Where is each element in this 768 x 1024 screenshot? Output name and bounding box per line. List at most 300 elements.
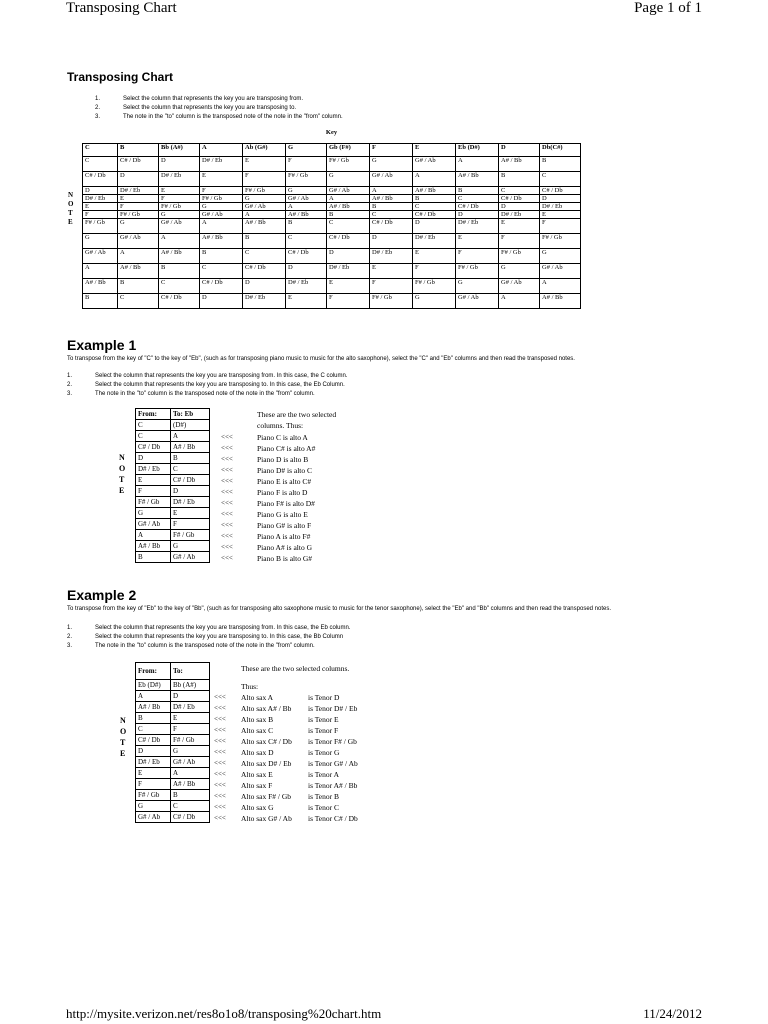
note-cell: C: [200, 264, 243, 279]
key-row: [83, 144, 581, 157]
to-note: E: [171, 508, 210, 519]
note-cell: A# / Bb: [118, 264, 159, 279]
note-cell: G: [540, 249, 581, 264]
note-cell: G# / Ab: [499, 279, 540, 294]
tenor-note: is Tenor D# / Eb: [308, 704, 358, 713]
note-row: [83, 294, 581, 309]
to-note: F# / Gb: [171, 735, 210, 746]
note-cell: D# / Eb: [200, 157, 243, 172]
note-cell: C: [286, 234, 327, 249]
note-cell: C: [456, 195, 499, 203]
example2-side-intro: These are the two selected columns.: [241, 664, 350, 673]
statement: Piano F# is alto D#: [257, 499, 315, 508]
note-cell: A# / Bb: [159, 249, 200, 264]
note-cell: D: [413, 219, 456, 234]
note-cell: E: [499, 219, 540, 234]
step-item: 3. The note in the "to" column is the transposed note of the note in the "from" column.: [95, 114, 343, 120]
page-header: [66, 0, 702, 24]
note-cell: D: [327, 249, 370, 264]
note-cell: G# / Ab: [159, 219, 200, 234]
from-note: D: [136, 453, 171, 464]
key-column-header: E: [413, 144, 456, 157]
arrow-marker: <<<: [214, 770, 226, 778]
statement: Piano G# is alto F: [257, 521, 312, 530]
arrow-marker: <<<: [214, 814, 226, 822]
pair-row: [136, 713, 210, 724]
arrow-marker: <<<: [214, 748, 226, 756]
example2-arrows: [214, 692, 226, 824]
note-cell: F# / Gb: [243, 187, 286, 195]
to-note: A# / Bb: [171, 779, 210, 790]
step-item: 2. Select the column that represents the key you are transposing to. In this case, the Bb Column: [67, 634, 344, 640]
note-cell: A: [413, 172, 456, 187]
to-note: A# / Bb: [171, 442, 210, 453]
note-row: [83, 211, 581, 219]
key-column-header: C: [83, 144, 118, 157]
example2-tenor-column: [308, 692, 358, 824]
from-note: D# / Eb: [136, 757, 171, 768]
note-cell: A: [499, 294, 540, 309]
example1-arrows: [221, 432, 233, 564]
note-cell: F# / Gb: [370, 294, 413, 309]
example2-title: Example 2: [67, 587, 137, 603]
arrow-marker: <<<: [214, 759, 226, 767]
example1-table: [135, 408, 210, 563]
pair-row: [136, 812, 210, 823]
arrow-marker: <<<: [214, 715, 226, 723]
note-cell: E: [118, 195, 159, 203]
pair-row: [136, 552, 210, 563]
note-cell: F: [370, 279, 413, 294]
arrow-marker: <<<: [221, 444, 233, 452]
transposing-table: [82, 129, 581, 309]
note-cell: A: [286, 203, 327, 211]
note-cell: G: [118, 219, 159, 234]
note-cell: A: [456, 157, 499, 172]
from-key: Eb (D#): [136, 680, 171, 691]
note-cell: A: [370, 187, 413, 195]
note-cell: B: [327, 211, 370, 219]
note-cell: G: [83, 234, 118, 249]
note-cell: A: [243, 211, 286, 219]
to-note: F# / Gb: [171, 530, 210, 541]
note-cell: B: [159, 264, 200, 279]
note-cell: C# / Db: [83, 172, 118, 187]
arrow-marker: <<<: [221, 466, 233, 474]
note-cell: B: [83, 294, 118, 309]
note-cell: F: [159, 195, 200, 203]
arrow-marker: <<<: [214, 704, 226, 712]
note-cell: A# / Bb: [327, 203, 370, 211]
to-note: B: [171, 790, 210, 801]
pair-row: [136, 735, 210, 746]
arrow-marker: <<<: [221, 521, 233, 529]
pair-row: [136, 801, 210, 812]
note-cell: G# / Ab: [286, 195, 327, 203]
note-cell: F# / Gb: [159, 203, 200, 211]
note-cell: C: [83, 157, 118, 172]
note-cell: C: [159, 279, 200, 294]
page-url: http://mysite.verizon.net/res8o1o8/transposing%20chart.htm: [66, 1006, 382, 1021]
note-cell: B: [499, 172, 540, 187]
statement: Piano D is alto B: [257, 455, 309, 464]
arrow-marker: <<<: [214, 737, 226, 745]
tenor-note: is Tenor G# / Ab: [308, 759, 358, 768]
step-item: 3. The note in the "to" column is the transposed note of the note in the "from" column.: [67, 643, 315, 649]
from-note: G: [136, 508, 171, 519]
note-row: [83, 279, 581, 294]
pair-row: [136, 541, 210, 552]
page-title: Transposing Chart: [66, 0, 177, 16]
note-vertical-label: N O T E: [68, 191, 74, 226]
note-row: [83, 249, 581, 264]
from-note: G# / Ab: [136, 812, 171, 823]
step-item: 1. Select the column that represents the key you are transposing from. In this case, the Eb column.: [67, 625, 351, 631]
note-cell: A# / Bb: [200, 234, 243, 249]
note-cell: G: [243, 195, 286, 203]
note-cell: A# / Bb: [370, 195, 413, 203]
note-cell: G: [413, 294, 456, 309]
key-column-header: Eb (D#): [456, 144, 499, 157]
note-cell: F: [83, 211, 118, 219]
alto-note: Alto sax G# / Ab: [241, 814, 292, 823]
pair-row: [136, 497, 210, 508]
pair-row: [136, 464, 210, 475]
note-cell: D# / Eb: [83, 195, 118, 203]
arrow-marker: <<<: [221, 510, 233, 518]
pair-row: [136, 475, 210, 486]
key-column-header: Db(C#): [540, 144, 581, 157]
note-cell: F# / Gb: [118, 211, 159, 219]
to-note: G# / Ab: [171, 552, 210, 563]
note-cell: E: [540, 211, 581, 219]
from-note: A: [136, 530, 171, 541]
key-column-header: Bb (A#): [159, 144, 200, 157]
example1-note-label: N O T E: [119, 453, 126, 495]
to-key: Bb (A#): [171, 680, 210, 691]
key-header: Key: [83, 129, 581, 144]
note-cell: A# / Bb: [540, 294, 581, 309]
tenor-note: is Tenor A# / Bb: [308, 781, 358, 790]
arrow-marker: <<<: [221, 532, 233, 540]
alto-note: Alto sax D# / Eb: [241, 759, 292, 768]
from-note: F: [136, 486, 171, 497]
note-cell: C# / Db: [327, 234, 370, 249]
from-note: C# / Db: [136, 442, 171, 453]
note-cell: D# / Eb: [327, 264, 370, 279]
note-cell: D: [159, 157, 200, 172]
pair-row: [136, 768, 210, 779]
note-cell: D# / Eb: [286, 279, 327, 294]
key-column-header: Ab (G#): [243, 144, 286, 157]
to-label: To:: [171, 663, 210, 680]
note-cell: A: [83, 264, 118, 279]
tenor-note: is Tenor E: [308, 715, 339, 724]
to-key: (D#): [171, 420, 210, 431]
note-cell: D# / Eb: [159, 172, 200, 187]
arrow-marker: <<<: [214, 803, 226, 811]
note-cell: D: [499, 203, 540, 211]
note-cell: C: [413, 203, 456, 211]
example2-steps: [67, 624, 350, 651]
from-label: From:: [136, 663, 171, 680]
note-cell: F: [118, 203, 159, 211]
note-cell: G: [159, 211, 200, 219]
from-note: F# / Gb: [136, 790, 171, 801]
note-cell: F# / Gb: [286, 172, 327, 187]
pair-row: [136, 746, 210, 757]
alto-note: Alto sax D: [241, 748, 274, 757]
to-note: A: [171, 431, 210, 442]
note-cell: F: [413, 264, 456, 279]
note-cell: F# / Gb: [83, 219, 118, 234]
tenor-note: is Tenor B: [308, 792, 340, 801]
to-note: G: [171, 541, 210, 552]
note-cell: E: [159, 187, 200, 195]
note-row: [83, 172, 581, 187]
to-note: C# / Db: [171, 812, 210, 823]
arrow-marker: <<<: [214, 693, 226, 701]
note-cell: C# / Db: [413, 211, 456, 219]
section-title: Transposing Chart: [67, 70, 174, 84]
note-cell: D# / Eb: [118, 187, 159, 195]
to-note: C: [171, 801, 210, 812]
example1-side-intro: These are the two selected columns. Thus:: [257, 410, 337, 430]
note-cell: A# / Bb: [286, 211, 327, 219]
page-footer: [66, 1006, 702, 1024]
from-note: A: [136, 691, 171, 702]
to-label: To: Eb: [171, 409, 210, 420]
example2-alto-column: [241, 692, 292, 824]
note-row: [83, 157, 581, 172]
tenor-note: is Tenor C# / Db: [308, 814, 358, 823]
arrow-marker: <<<: [221, 477, 233, 485]
note-cell: D# / Eb: [370, 249, 413, 264]
note-cell: C: [499, 187, 540, 195]
key-column-header: Gb (F#): [327, 144, 370, 157]
to-note: G: [171, 746, 210, 757]
example2-table: [135, 662, 210, 823]
alto-note: Alto sax G: [241, 803, 274, 812]
alto-note: Alto sax C# / Db: [241, 737, 292, 746]
note-cell: C: [243, 249, 286, 264]
note-cell: F: [456, 249, 499, 264]
main-steps: [95, 95, 343, 122]
note-cell: C: [327, 219, 370, 234]
note-cell: F# / Gb: [200, 195, 243, 203]
note-row: [83, 195, 581, 203]
statement: Piano C# is alto A#: [257, 444, 316, 453]
page-number: Page 1 of 1: [634, 0, 702, 16]
key-column-header: G: [286, 144, 327, 157]
to-note: D# / Eb: [171, 497, 210, 508]
note-cell: F# / Gb: [456, 264, 499, 279]
note-cell: E: [200, 172, 243, 187]
note-cell: G# / Ab: [370, 172, 413, 187]
arrow-marker: <<<: [214, 781, 226, 789]
from-note: F# / Gb: [136, 497, 171, 508]
key-column-header: F: [370, 144, 413, 157]
note-cell: A# / Bb: [499, 157, 540, 172]
to-note: D# / Eb: [171, 702, 210, 713]
page-date: 11/24/2012: [643, 1006, 702, 1021]
from-note: G# / Ab: [136, 519, 171, 530]
pair-row: [136, 757, 210, 768]
note-cell: A: [540, 279, 581, 294]
note-cell: G# / Ab: [413, 157, 456, 172]
note-cell: F: [327, 294, 370, 309]
note-cell: B: [540, 157, 581, 172]
note-cell: C# / Db: [370, 219, 413, 234]
alto-note: Alto sax B: [241, 715, 274, 724]
pair-row: [136, 486, 210, 497]
tenor-note: is Tenor F: [308, 726, 339, 735]
note-cell: F# / Gb: [499, 249, 540, 264]
note-cell: G: [327, 172, 370, 187]
note-cell: E: [370, 264, 413, 279]
note-cell: F: [200, 187, 243, 195]
from-note: B: [136, 713, 171, 724]
arrow-marker: <<<: [221, 499, 233, 507]
note-cell: G# / Ab: [327, 187, 370, 195]
note-cell: D: [540, 195, 581, 203]
to-note: F: [171, 519, 210, 530]
note-cell: B: [200, 249, 243, 264]
pair-row: [136, 530, 210, 541]
note-cell: B: [286, 219, 327, 234]
to-note: C# / Db: [171, 475, 210, 486]
note-cell: C# / Db: [456, 203, 499, 211]
note-cell: G: [370, 157, 413, 172]
statement: Piano C is alto A: [257, 433, 308, 442]
note-cell: G: [456, 279, 499, 294]
note-cell: E: [413, 249, 456, 264]
to-note: G# / Ab: [171, 757, 210, 768]
note-cell: D# / Eb: [413, 234, 456, 249]
note-cell: G# / Ab: [118, 234, 159, 249]
step-item: 3. The note in the "to" column is the transposed note of the note in the "from" column.: [67, 391, 315, 397]
note-cell: C: [118, 294, 159, 309]
pair-row: [136, 779, 210, 790]
note-cell: D# / Eb: [540, 203, 581, 211]
note-cell: G# / Ab: [200, 211, 243, 219]
note-cell: D: [456, 211, 499, 219]
note-cell: F: [286, 157, 327, 172]
note-row: [83, 264, 581, 279]
note-cell: F: [540, 219, 581, 234]
note-cell: E: [286, 294, 327, 309]
note-cell: C# / Db: [118, 157, 159, 172]
step-item: 2. Select the column that represents the key you are transposing to.: [95, 105, 297, 111]
key-column-header: B: [118, 144, 159, 157]
note-row: [83, 203, 581, 211]
alto-note: Alto sax C: [241, 726, 274, 735]
note-cell: E: [327, 279, 370, 294]
note-cell: C# / Db: [540, 187, 581, 195]
to-note: A: [171, 768, 210, 779]
note-cell: D: [286, 264, 327, 279]
note-cell: B: [243, 234, 286, 249]
note-cell: G# / Ab: [456, 294, 499, 309]
statement: Piano A# is alto G: [257, 543, 313, 552]
note-cell: D# / Eb: [499, 211, 540, 219]
statement: Piano D# is alto C: [257, 466, 313, 475]
from-note: C: [136, 724, 171, 735]
note-cell: G# / Ab: [243, 203, 286, 211]
note-cell: D# / Eb: [243, 294, 286, 309]
from-note: E: [136, 475, 171, 486]
note-cell: E: [243, 157, 286, 172]
to-note: C: [171, 464, 210, 475]
from-key: C: [136, 420, 171, 431]
alto-note: Alto sax A: [241, 693, 274, 702]
pair-row: [136, 508, 210, 519]
key-column-header: D: [499, 144, 540, 157]
note-cell: D: [370, 234, 413, 249]
example2-note-label: N O T E: [120, 716, 127, 758]
key-column-header: A: [200, 144, 243, 157]
note-cell: F: [243, 172, 286, 187]
from-note: A# / Bb: [136, 541, 171, 552]
note-cell: G# / Ab: [83, 249, 118, 264]
note-cell: F# / Gb: [327, 157, 370, 172]
note-cell: C# / Db: [159, 294, 200, 309]
pair-row: [136, 691, 210, 702]
from-note: G: [136, 801, 171, 812]
step-item: 2. Select the column that represents the key you are transposing to. In this case, the Eb Column.: [67, 382, 345, 388]
note-cell: A: [327, 195, 370, 203]
arrow-marker: <<<: [214, 792, 226, 800]
step-item: 1. Select the column that represents the key you are transposing from.: [95, 96, 304, 102]
alto-note: Alto sax F# / Gb: [241, 792, 292, 801]
note-row: [83, 234, 581, 249]
note-cell: D: [200, 294, 243, 309]
note-cell: A# / Bb: [456, 172, 499, 187]
from-label: From:: [136, 409, 171, 420]
alto-note: Alto sax A# / Bb: [241, 704, 292, 713]
tenor-note: is Tenor F# / Gb: [308, 737, 357, 746]
example1-title: Example 1: [67, 337, 137, 353]
note-cell: C: [540, 172, 581, 187]
note-cell: C: [370, 211, 413, 219]
note-cell: A# / Bb: [83, 279, 118, 294]
pair-row: [136, 519, 210, 530]
note-cell: D: [243, 279, 286, 294]
to-note: D: [171, 486, 210, 497]
from-note: C# / Db: [136, 735, 171, 746]
note-cell: B: [118, 279, 159, 294]
from-note: D: [136, 746, 171, 757]
note-cell: D: [83, 187, 118, 195]
from-note: E: [136, 768, 171, 779]
example2-intro: To transpose from the key of "Eb" to the key of "Bb", (such as for transposing alto saxophone music to music for the tenor saxophone), select the "Eb" and "Bb" columns and then read the transposed notes.: [67, 606, 612, 612]
note-cell: B: [370, 203, 413, 211]
note-cell: D: [118, 172, 159, 187]
arrow-marker: <<<: [221, 554, 233, 562]
note-cell: G# / Ab: [540, 264, 581, 279]
note-cell: F: [499, 234, 540, 249]
arrow-marker: <<<: [221, 455, 233, 463]
statement: Piano F is alto D: [257, 488, 308, 497]
note-cell: A# / Bb: [243, 219, 286, 234]
note-row: [83, 219, 581, 234]
statement: Piano A is alto F#: [257, 532, 311, 541]
from-note: F: [136, 779, 171, 790]
note-cell: A# / Bb: [413, 187, 456, 195]
note-cell: E: [456, 234, 499, 249]
pair-row: [136, 442, 210, 453]
statement: Piano E is alto C#: [257, 477, 312, 486]
